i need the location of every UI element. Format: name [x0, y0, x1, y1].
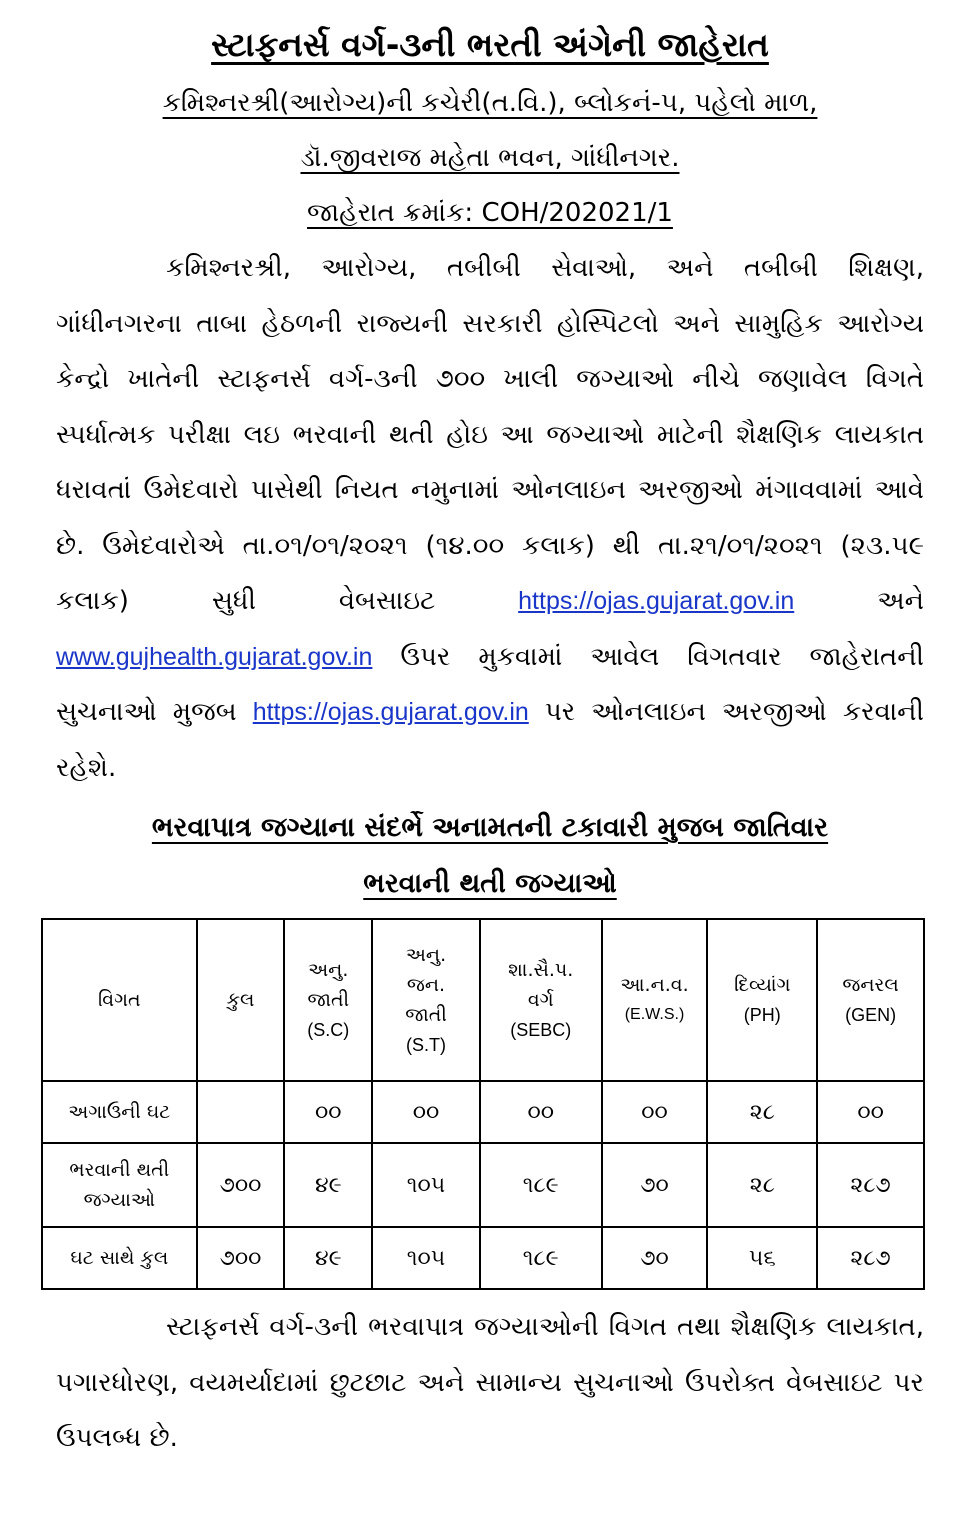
header-st: અનુ. જન. જાતી (S.T): [372, 919, 480, 1081]
ojas-link-1[interactable]: https://ojas.gujarat.gov.in: [518, 587, 795, 615]
cell-ews: ૭૦: [602, 1143, 708, 1227]
intro-text: કમિશ્નરશ્રી, આરોગ્ય, તબીબી સેવાઓ, અને તબીબી શિક્ષણ, ગાંધીનગરના તાબા હેઠળની રાજ્યની સરકારી હોસ્પિટલો અને સામુહિક આરોગ્ય કેન્દ્રો ખાતેની સ્ટાફનર્સ વર્ગ-૩ની ૭૦૦ ખાલી જગ્યાઓ નીચે જણાવેલ વિગતે સ્પર્ધાત્મક પરીક્ષા લઇ ભરવાની થતી હોઇ આ જગ્યાઓ માટેની શૈક્ષણિક લાયકાત ધરાવતાં ઉમેદવારો પાસેથી નિયત નમુનામાં ઓનલાઇન અરજીઓ મંગાવવામાં આવે છે. ઉમેદવારોએ તા.૦૧/૦૧/૨૦૨૧ (૧૪.૦૦ કલાક) થી તા.૨૧/૦૧/૨૦૨૧ (૨૩.૫૯ કલાક) સુધી વેબસાઇટ: [56, 253, 924, 616]
row-label: ભરવાની થતી જગ્યાઓ: [42, 1143, 197, 1227]
cell-sebc: ૦૦: [480, 1081, 602, 1143]
cell-ph: ૫૬: [707, 1227, 817, 1289]
notice-title: સ્ટાફનર્સ વર્ગ-૩ની ભરતી અંગેની જાહેરાત: [211, 25, 769, 64]
header-sebc: શા.સૈ.પ. વર્ગ (SEBC): [480, 919, 602, 1081]
notice-number: જાહેરાત ક્રમાંક: COH/202021/1: [307, 198, 673, 228]
cell-sc: ૦૦: [284, 1081, 372, 1143]
intro-paragraph: [56, 241, 924, 796]
mid-text: ઉપર મુકવામાં આવેલ વિગતવાર જાહેરાતની સુચનાઓ મુજબ: [56, 641, 924, 727]
header-sc: અનુ. જાતી (S.C): [284, 919, 372, 1081]
cell-ews: ૦૦: [602, 1081, 708, 1143]
cell-sc: ૪૯: [284, 1227, 372, 1289]
header-ph: દિવ્યાંગ (PH): [707, 919, 817, 1081]
cell-sebc: ૧૮૯: [480, 1227, 602, 1289]
end-text: પર ઓનલાઇન અરજીઓ કરવાની રહેશે.: [56, 697, 924, 783]
table-header-row: [42, 919, 924, 1081]
cell-st: ૦૦: [372, 1081, 480, 1143]
table-row-posts-to-fill: [42, 1143, 924, 1227]
and-text: અને: [877, 586, 924, 616]
cell-ph: ૨૮: [707, 1081, 817, 1143]
cell-ews: ૭૦: [602, 1227, 708, 1289]
cell-gen: ૨૮૭: [817, 1227, 924, 1289]
header-total: કુલ: [197, 919, 285, 1081]
section-heading-line-1: ભરવાપાત્ર જગ્યાના સંદર્ભે અનામતની ટકાવારી મુજબ જાતિવાર: [151, 812, 829, 843]
cell-total: ૭૦૦: [197, 1227, 285, 1289]
cell-st: ૧૦૫: [372, 1143, 480, 1227]
closing-paragraph: સ્ટાફનર્સ વર્ગ-૩ની ભરવાપાત્ર જગ્યાઓની વિગત તથા શૈક્ષણિક લાયકાત, પગારધોરણ, વયમર્યાદામાં છુટછાટ અને સામાન્ય સુચનાઓ ઉપરોક્ત વેબસાઇટ પર ઉપલબ્ધ છે.: [56, 1312, 924, 1453]
cell-ph: ૨૮: [707, 1143, 817, 1227]
vacancy-table: [41, 918, 925, 1290]
header-detail: વિગત: [42, 919, 197, 1081]
header-ews: આ.ન.વ. (E.W.S.): [602, 919, 708, 1081]
row-label: ઘટ સાથે કુલ: [42, 1227, 197, 1289]
cell-sebc: ૧૮૯: [480, 1143, 602, 1227]
table-row-total-with-shortfall: [42, 1227, 924, 1289]
header-gen: જનરલ (GEN): [817, 919, 924, 1081]
cell-gen: ૦૦: [817, 1081, 924, 1143]
office-address-line-2: ડૉ.જીવરાજ મહેતા ભવન, ગાંધીનગર.: [300, 143, 680, 173]
row-label: અગાઉની ઘટ: [42, 1081, 197, 1143]
cell-total: [197, 1081, 285, 1143]
section-heading-line-2: ભરવાની થતી જગ્યાઓ: [363, 868, 617, 899]
gujhealth-link[interactable]: www.gujhealth.gujarat.gov.in: [56, 642, 373, 671]
cell-gen: ૨૮૭: [817, 1143, 924, 1227]
office-address-line-1: કમિશ્નરશ્રી(આરોગ્ય)ની કચેરી(ત.વિ.), બ્લોકનં-૫, પહેલો માળ,: [162, 88, 818, 118]
cell-st: ૧૦૫: [372, 1227, 480, 1289]
cell-sc: ૪૯: [284, 1143, 372, 1227]
table-row-previous-shortfall: [42, 1081, 924, 1143]
cell-total: ૭૦૦: [197, 1143, 285, 1227]
ojas-link-2[interactable]: https://ojas.gujarat.gov.in: [252, 698, 529, 726]
